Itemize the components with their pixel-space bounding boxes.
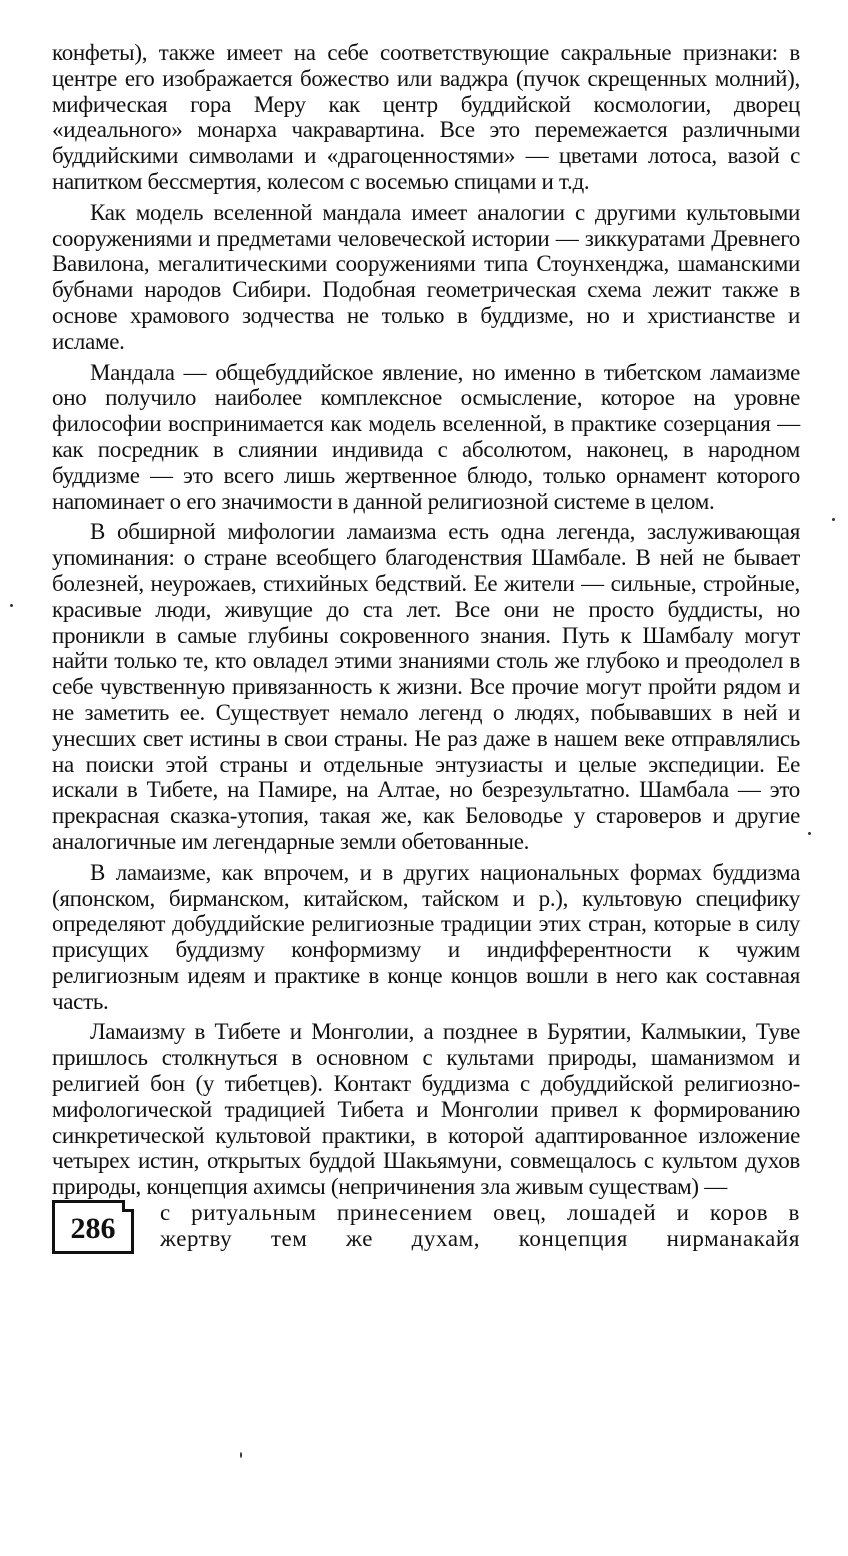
scan-speck <box>832 518 835 521</box>
tail-line-2: жертву тем же духам, концепция нирманакайя <box>160 1225 800 1251</box>
tail-line-1: с ритуальным принесением овец, лошадей и коров в <box>160 1200 800 1226</box>
page-number: 286 <box>70 1212 116 1246</box>
paragraph-4: В обширной мифологии ламаизма есть одна легенда, заслуживающая упоминания: о стране всеобщего благоденствия Шамбале. В ней не бывает болезней, неурожаев, стихийных бедствий. Ее жители — сильные, стройные, красивые люди, живущие до ста лет. Все они не просто буддисты, но проникли в самые глубины сокровенного знания. Путь к Шамбалу могут найти только те, кто овладел этими знаниями столь же глубоко и преодолел в себе чувственную привязанность к жизни. Все прочие могут пройти рядом и не заметить ее. Существует немало легенд о людях, побывавших в ней и унесших свет истины в свои страны. Не раз даже в нашем веке отправлялись на поиски этой страны и отдельные энтузиасты и целые экспедиции. Ее искали в Тибете, на Памире, на Алтае, но безрезультатно. Шамбала — это прекрасная сказка-утопия, такая же, как Беловодье у староверов и другие аналогичные им легендарные земли обетованные. <box>52 519 800 854</box>
paragraph-2: Как модель вселенной мандала имеет аналогии с другими культовыми сооружениями и предметами человеческой истории — зиккуратами Древнего Вавилона, мегалитическими сооружениями типа Стоунхенджа, шаманскими бубнами народов Сибири. Подобная геометрическая схема лежит также в основе храмового зодчества не только в буддизме, но и христианстве и исламе. <box>52 199 800 354</box>
paragraph-5: В ламаизме, как впрочем, и в других национальных формах буддизма (японском, бирманском, китайском, тайском и р.), культовую специфику определяют добуддийские религиозные традиции этих стран, которые в силу присущих буддизму конформизму и индифферентности к чужим религиозным идеям и практике в конце концов вошли в него как составная часть. <box>52 859 800 1014</box>
page-body <box>52 40 800 1252</box>
paragraph-1: конфеты), также имеет на себе соответствующие сакральные признаки: в центре его изображается божество или ваджра (пучок скрещенных молний), мифическая гора Меру как центр буддийской космологии, дворец «идеального» монарха чакравартина. Все это перемежается различными буддийскими символами и «драгоценностями» — цветами лотоса, вазой с напитком бессмертия, колесом с восемью спицами и т.д. <box>52 40 800 194</box>
paragraph-3: Мандала — общебуддийское явление, но именно в тибетском ламаизме оно получило наиболее комплексное осмысление, которое на уровне философии воспринимается как модель вселенной, в практике созерцания — как посредник в слиянии индивида с абсолютом, наконец, в народном буддизме — это всего лишь жертвенное блюдо, только орнамент которого напоминает о его значимости в данной религиозной системе в целом. <box>52 359 800 514</box>
scan-speck <box>240 1452 242 1458</box>
scan-speck <box>808 832 811 835</box>
folded-corner-icon <box>122 1200 134 1212</box>
scan-speck <box>10 604 13 607</box>
page-number-box <box>52 1200 134 1254</box>
page-footer-block <box>52 1200 800 1252</box>
paragraph-6: Ламаизму в Тибете и Монголии, а позднее в Бурятии, Калмыкии, Туве пришлось столкнуться в основном с культами природы, шаманизмом и религией бон (у тибетцев). Контакт буддизма с добуддийской религиозно-мифологической традицией Тибета и Монголии привел к формированию синкретической культовой практики, в которой адаптированное изложение четырех истин, открытых буддой Шакьямуни, совмещалось с культом духов природы, концепция ахимсы (непричинения зла живым существам) — <box>52 1019 800 1200</box>
